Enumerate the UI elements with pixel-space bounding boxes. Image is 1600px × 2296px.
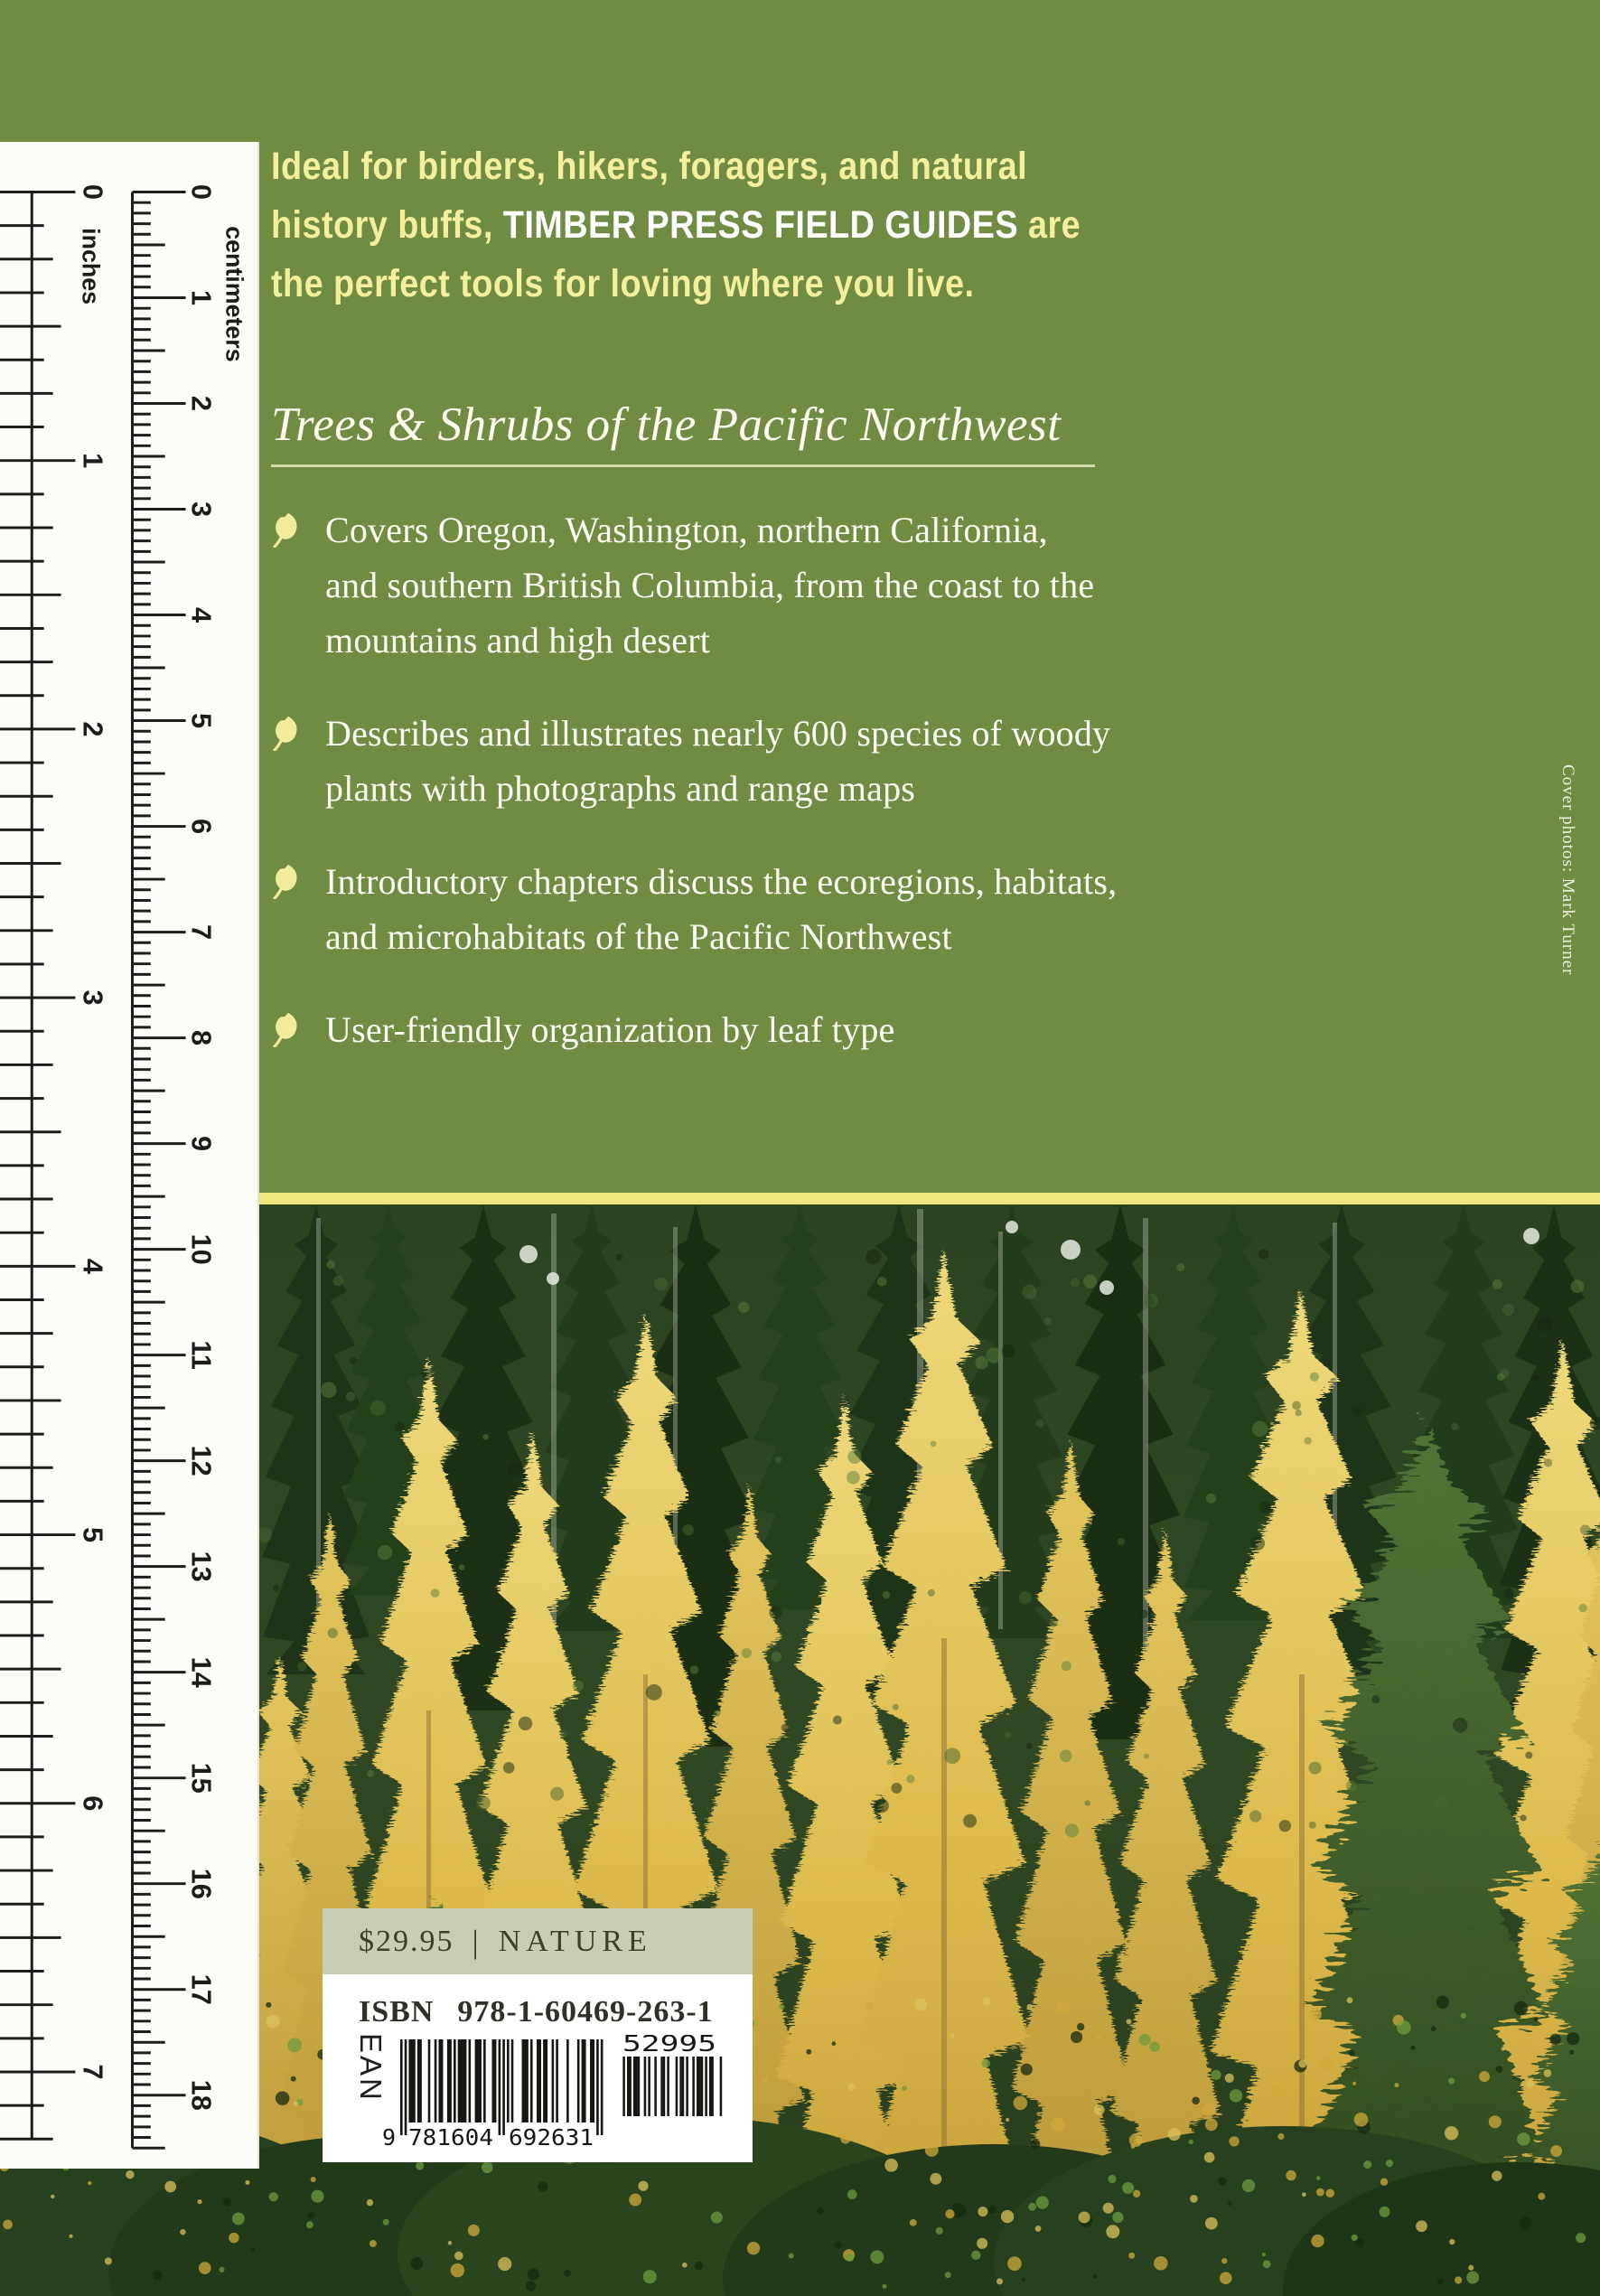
centimeter-number: 15: [185, 1762, 218, 1794]
centimeter-number: 6: [185, 818, 218, 835]
bullet-line: mountains and high desert: [325, 620, 711, 661]
ean-label: EAN: [354, 2033, 388, 2103]
feature-bullet: [271, 854, 1373, 964]
price-text: $29.95: [359, 1924, 454, 1958]
photo-credit: Cover photos: Mark Turner: [1558, 764, 1577, 976]
centimeter-number: 3: [185, 501, 218, 518]
inch-number: 1: [77, 453, 109, 469]
centimeter-number: 18: [185, 2079, 218, 2111]
inch-number: 3: [77, 989, 109, 1006]
centimeter-number: 4: [185, 606, 218, 623]
blurb-line: [271, 255, 1081, 314]
divider: |: [472, 1923, 481, 1960]
centimeter-number: 11: [185, 1340, 218, 1370]
inch-number: 0: [77, 183, 109, 201]
centimeter-number: 9: [185, 1136, 218, 1152]
inch-number: 6: [77, 1795, 109, 1812]
inch-number: 2: [77, 721, 109, 737]
bullet-line: and microhabitats of the Pacific Northwest: [325, 916, 952, 957]
centimeter-number: 14: [185, 1656, 218, 1688]
centimeters-label: centimeters: [220, 226, 248, 362]
feature-bullet: [271, 706, 1373, 816]
leaf-bullet-icon: [271, 863, 304, 899]
series-name-text: TIMBER PRESS FIELD GUIDES: [502, 203, 1019, 247]
leaf-bullet-icon: [271, 1011, 304, 1047]
bullet-line: Describes and illustrates nearly 600 species of woody: [325, 713, 1111, 754]
ean-barcode: [377, 2035, 738, 2152]
bullet-line: Introductory chapters discuss the ecoregions, habitats,: [325, 861, 1118, 902]
bullet-line: plants with photographs and range maps: [325, 768, 916, 809]
addon-digits: 52995: [622, 2035, 716, 2057]
centimeter-number: 16: [185, 1868, 218, 1899]
blurb-line: [271, 137, 1081, 196]
blurb-line: [271, 196, 1081, 255]
centimeter-number: 2: [185, 395, 218, 412]
centimeter-number: 10: [185, 1233, 218, 1265]
marketing-blurb: [271, 137, 1191, 314]
print-ruler: [0, 142, 259, 2169]
feature-bullet-text: [325, 1002, 894, 1057]
bullet-line: User-friendly organization by leaf type: [325, 1009, 895, 1050]
centimeter-number: 13: [185, 1551, 218, 1582]
leaf-bullet-icon: [271, 715, 304, 751]
ruler-scale: [0, 142, 257, 2169]
inch-number: 7: [77, 2064, 109, 2080]
inches-label: inches: [77, 228, 105, 305]
centimeter-number: 17: [185, 1973, 218, 2005]
feature-bullet: [271, 1002, 1373, 1057]
barcode-digits-right: 692631: [509, 2124, 594, 2151]
inch-number: 4: [77, 1258, 109, 1274]
feature-bullet-text: [325, 502, 1094, 668]
blurb-text: are: [1018, 203, 1081, 247]
bullet-line: and southern British Columbia, from the coast to the: [325, 565, 1095, 605]
isbn-text: [359, 1995, 714, 2029]
blurb-text: the perfect tools for loving where you live.: [271, 262, 975, 305]
centimeter-number: 5: [185, 712, 218, 729]
feature-bullets: [271, 502, 1373, 1095]
blurb-text: history buffs,: [271, 203, 503, 247]
leaf-bullet-icon: [271, 511, 304, 548]
book-title: Trees & Shrubs of the Pacific Northwest: [271, 398, 1062, 451]
barcode-digits-left: 781604: [408, 2124, 493, 2151]
isbn-number: 978-1-60469-263-1: [457, 1995, 714, 2029]
blurb-text: Ideal for birders, hikers, foragers, and natural: [271, 145, 1028, 188]
feature-bullet: [271, 502, 1373, 668]
price-category-band: [323, 1908, 753, 1974]
centimeter-number: 7: [185, 924, 218, 941]
inch-number: 5: [77, 1526, 109, 1543]
bullet-line: Covers Oregon, Washington, northern California,: [325, 510, 1048, 550]
barcode-digit-9: 9: [382, 2124, 397, 2151]
isbn-prefix: ISBN: [359, 1995, 435, 2029]
feature-bullet-text: [325, 706, 1110, 816]
centimeter-number: 12: [185, 1445, 218, 1476]
feature-bullet-text: [325, 854, 1117, 964]
centimeter-number: 1: [185, 289, 218, 306]
centimeter-number: 0: [185, 183, 218, 201]
title-underline: [271, 464, 1095, 467]
price-isbn-label: [323, 1908, 753, 2162]
category-text: NATURE: [498, 1924, 652, 1958]
centimeter-number: 8: [185, 1030, 218, 1046]
